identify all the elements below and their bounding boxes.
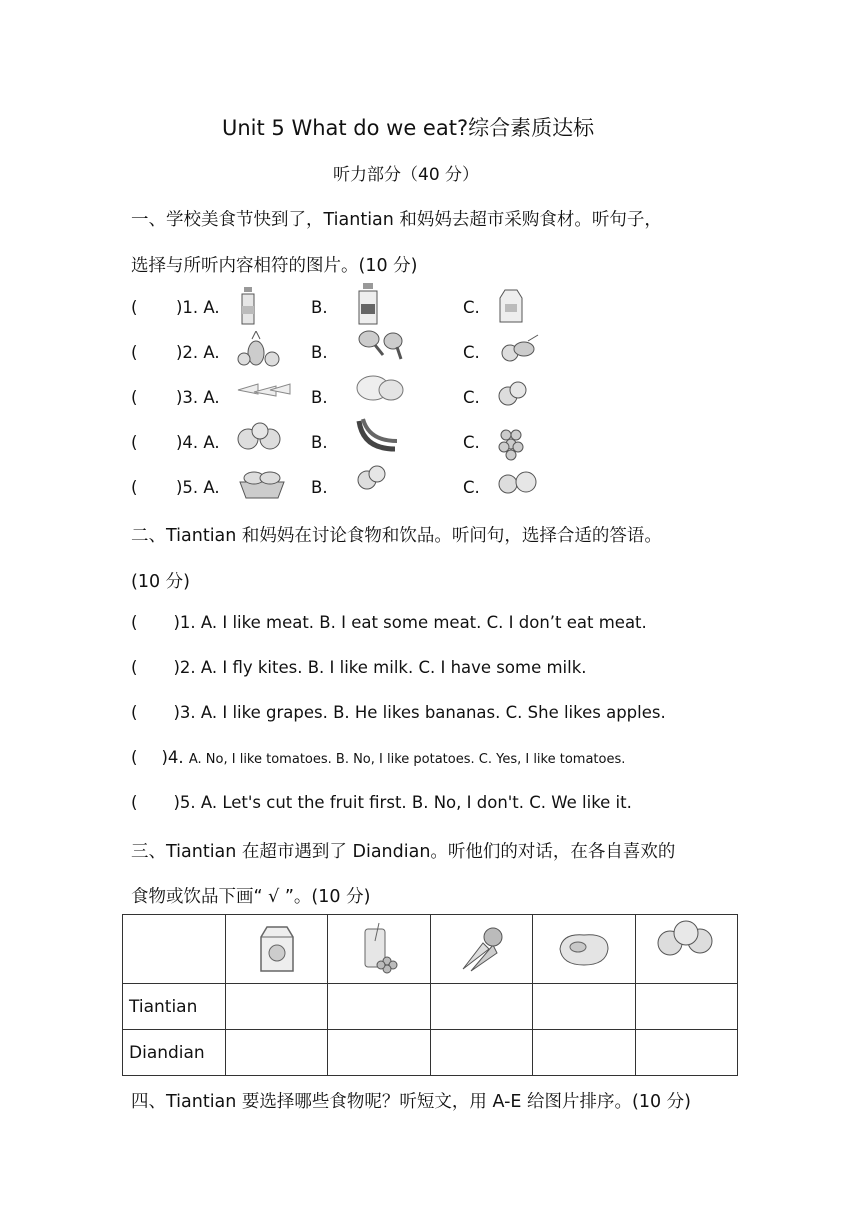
question-text: )2. A. I fly kites. B. I like milk. C. I have some milk. (173, 658, 587, 677)
part2-question-4 (131, 748, 625, 767)
tomatoes-icon[interactable] (355, 462, 387, 496)
option-c-label: C. (463, 343, 480, 362)
table-row (123, 984, 738, 1030)
question-text: A. No, I like tomatoes. B. No, I like potatoes. C. Yes, I like tomatoes. (188, 752, 626, 767)
apples-icon (654, 917, 718, 961)
grapes-icon[interactable] (496, 423, 526, 467)
option-c-label: C. (463, 298, 480, 317)
option-a-label: )4. A. (176, 433, 220, 452)
bananas-icon[interactable] (355, 417, 399, 459)
answer-bracket[interactable]: ( (131, 298, 138, 317)
answer-bracket[interactable]: ( (131, 748, 138, 767)
option-b-label: B. (311, 433, 328, 452)
potatoes-icon[interactable] (355, 372, 405, 408)
table-pic-cell (328, 915, 430, 984)
answer-bracket[interactable]: ( (131, 658, 138, 677)
part2-heading-cont: (10 分) (131, 572, 190, 592)
chicken-legs-icon[interactable] (355, 327, 409, 365)
row-label-diandian: Diandian (123, 1030, 226, 1076)
option-c-label: C. (463, 388, 480, 407)
option-a-label: )5. A. (176, 478, 220, 497)
water-bottle-icon[interactable] (236, 286, 260, 330)
juice-grapes-icon (357, 921, 401, 977)
tomatoes-icon[interactable] (496, 378, 528, 412)
part4-heading: 四、Tiantian 要选择哪些食物呢？听短文，用 A-E 给图片排序。(10 分) (131, 1092, 691, 1112)
answer-cell[interactable] (226, 1030, 328, 1076)
answer-bracket[interactable]: ( (131, 433, 138, 452)
option-b-label: B. (311, 343, 328, 362)
answer-bracket[interactable]: ( (131, 343, 138, 362)
table-pic-cell (430, 915, 532, 984)
question-text: )1. A. I like meat. B. I eat some meat. C. I don’t eat meat. (173, 613, 647, 632)
table-pic-cell (533, 915, 635, 984)
answer-bracket[interactable]: ( (131, 703, 138, 722)
oranges-icon[interactable] (236, 421, 286, 455)
answer-bracket[interactable]: ( (131, 613, 138, 632)
table-corner-cell (123, 915, 226, 984)
bread-basket-icon[interactable] (236, 466, 288, 504)
part2-question-5 (131, 793, 632, 812)
answer-cell[interactable] (430, 984, 532, 1030)
answer-cell[interactable] (533, 1030, 635, 1076)
milk-carton-icon (253, 923, 301, 975)
fruit-pineapple-icon[interactable] (236, 331, 284, 373)
apples-icon[interactable] (496, 468, 540, 500)
answer-cell[interactable] (430, 1030, 532, 1076)
question-text: )5. A. Let's cut the fruit first. B. No, I don't. C. We like it. (173, 793, 632, 812)
part3-heading: 三、Tiantian 在超市遇到了 Diandian。听他们的对话，在各自喜欢的 (131, 842, 676, 862)
vegetables-icon[interactable] (496, 333, 540, 369)
option-b-label: B. (311, 388, 328, 407)
carrots-icon[interactable] (236, 376, 292, 404)
meat-icon (554, 927, 614, 971)
part2-question-2 (131, 658, 587, 677)
question-text: )3. A. I like grapes. B. He likes bananas. C. She likes apples. (173, 703, 666, 722)
answer-cell[interactable] (635, 1030, 737, 1076)
part3-heading-cont: 食物或饮品下画“ √ ”。(10 分) (131, 887, 371, 907)
page-title: Unit 5 What do we eat?综合素质达标 (222, 116, 595, 140)
carrots-icon (453, 923, 509, 975)
option-c-label: C. (463, 433, 480, 452)
part2-question-3 (131, 703, 666, 722)
answer-cell[interactable] (328, 1030, 430, 1076)
option-b-label: B. (311, 478, 328, 497)
option-a-label: )3. A. (176, 388, 220, 407)
answer-cell[interactable] (328, 984, 430, 1030)
milk-carton-icon[interactable] (496, 288, 526, 328)
option-c-label: C. (463, 478, 480, 497)
preference-table (122, 914, 738, 1076)
option-b-label: B. (311, 298, 328, 317)
part2-question-1 (131, 613, 647, 632)
answer-cell[interactable] (635, 984, 737, 1030)
option-a-label: )2. A. (176, 343, 220, 362)
question-number: )4. (161, 748, 184, 767)
answer-bracket[interactable]: ( (131, 793, 138, 812)
answer-cell[interactable] (533, 984, 635, 1030)
part2-heading: 二、Tiantian 和妈妈在讨论食物和饮品。听问句，选择合适的答语。 (131, 526, 662, 546)
answer-bracket[interactable]: ( (131, 388, 138, 407)
table-header-row (123, 915, 738, 984)
table-pic-cell (635, 915, 737, 984)
option-a-label: )1. A. (176, 298, 220, 317)
table-pic-cell (226, 915, 328, 984)
answer-bracket[interactable]: ( (131, 478, 138, 497)
juice-bottle-icon[interactable] (355, 282, 381, 330)
answer-cell[interactable] (226, 984, 328, 1030)
page-subtitle: 听力部分（40 分） (333, 165, 480, 185)
part1-heading: 一、学校美食节快到了，Tiantian 和妈妈去超市采购食材。听句子， (131, 210, 662, 230)
row-label-tiantian: Tiantian (123, 984, 226, 1030)
table-row (123, 1030, 738, 1076)
part1-heading-cont: 选择与所听内容相符的图片。(10 分) (131, 256, 418, 276)
